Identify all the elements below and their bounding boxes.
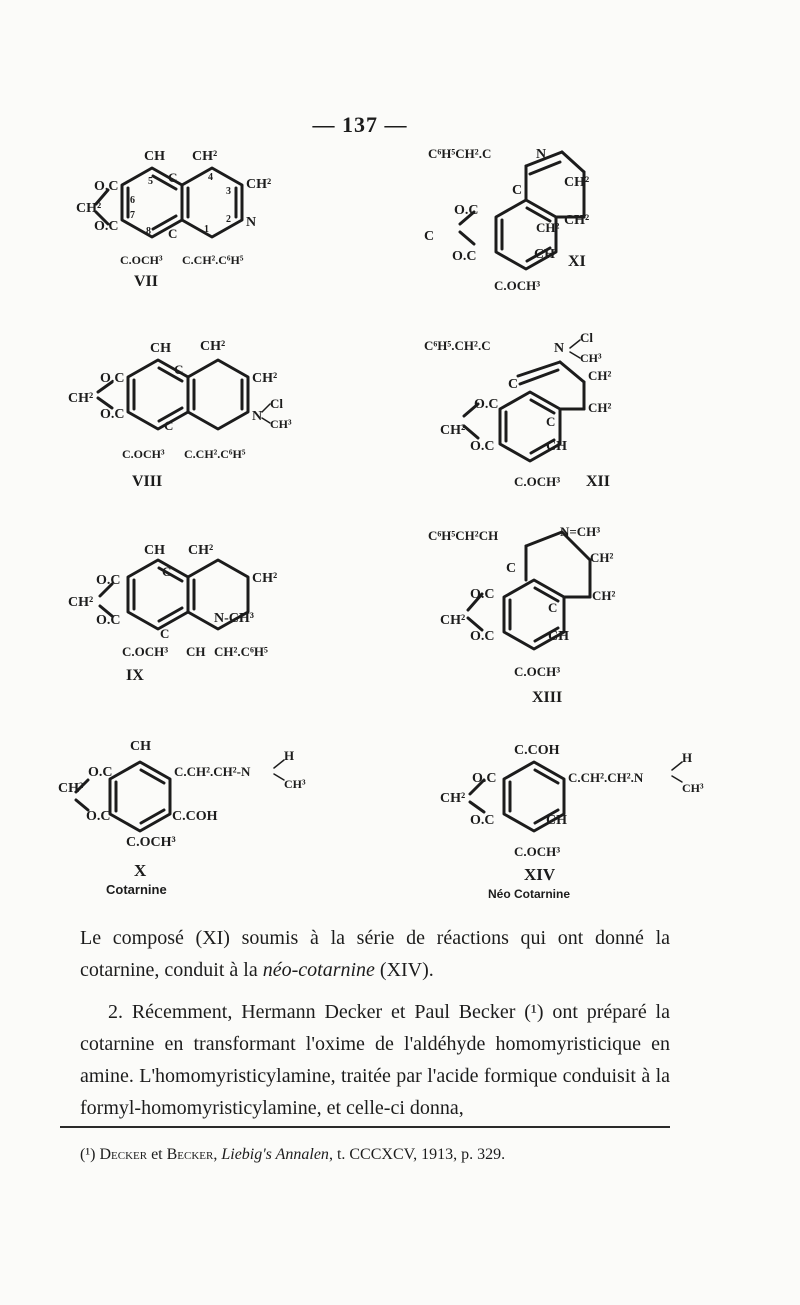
vii-label-c-bottom: C [168, 226, 178, 241]
x-label-oc-bottom: O.C [86, 809, 111, 824]
p1-text-end: (XIV). [374, 959, 434, 981]
xii-label-c-inner: C [546, 414, 556, 429]
vii-num-5: 5 [148, 176, 153, 187]
x-label-coch3: C.OCH³ [126, 835, 176, 850]
x-label-ch2-left: CH² [58, 781, 84, 796]
vii-label-c-top: C [168, 170, 178, 185]
x-label-ccoh: C.COH [172, 809, 218, 824]
structure-xii [424, 330, 612, 490]
xiv-label-ch3: CH³ [682, 781, 704, 795]
xiii-label-oc-bottom: O.C [470, 629, 495, 644]
x-label-ch3: CH³ [284, 777, 306, 791]
xii-numeral: XII [586, 473, 611, 490]
structure-viii [68, 339, 292, 490]
xi-label-substituent: C⁶H⁵CH².C [428, 146, 492, 161]
footnote-mark: (¹) [80, 1146, 96, 1163]
footnote-text-1: et [147, 1146, 167, 1163]
vii-label-ch2-top: CH² [192, 149, 218, 164]
vii-num-6: 6 [130, 195, 135, 206]
xiv-label-sidechain: C.CH².CH².N [568, 770, 644, 785]
xiii-label-ch2-left: CH² [440, 613, 466, 628]
xii-label-c: C [508, 377, 519, 392]
viii-label-c-bottom: C [164, 418, 174, 433]
footnote-author-1: Decker [99, 1146, 148, 1163]
xii-label-oc-bottom: O.C [470, 439, 495, 454]
ix-label-ch2c6h5: CH².C⁶H⁵ [214, 644, 268, 659]
ix-label-ch2-top: CH² [188, 543, 214, 558]
chemical-structures-figure [40, 140, 740, 910]
x-label-sidechain: C.CH².CH²-N [174, 764, 251, 779]
viii-label-ch: CH [150, 341, 171, 356]
vii-num-4: 4 [208, 172, 213, 183]
xi-label-c-inner: CH² [536, 220, 560, 235]
structure-ix [68, 543, 277, 684]
vii-num-1: 1 [204, 224, 209, 235]
vii-num-8: 8 [146, 226, 151, 237]
xi-label-n: N [536, 147, 547, 162]
ix-label-ch2-left: CH² [68, 595, 94, 610]
xi-label-ch2-left: C [424, 229, 435, 244]
viii-label-cl: Cl [270, 396, 283, 411]
xii-label-cl: Cl [580, 330, 593, 345]
paragraph-neo-cotarnine [80, 922, 670, 986]
xiii-label-ch2-a: CH² [590, 550, 614, 565]
vii-label-ch2-right: CH² [246, 177, 272, 192]
vii-label-coch3: C.OCH³ [120, 253, 163, 267]
xiv-numeral: XIV [524, 865, 556, 884]
xiv-label-oc-top: O.C [472, 771, 497, 786]
xiv-label-h: H [682, 750, 693, 765]
vii-num-7: 7 [130, 210, 135, 221]
structure-vii [76, 149, 271, 290]
ix-label-oc-top: O.C [96, 573, 121, 588]
viii-label-ch3: CH³ [270, 417, 292, 431]
xii-label-ch3: CH³ [580, 351, 602, 365]
page-number: — 137 — [312, 112, 408, 137]
xiii-numeral: XIII [532, 689, 563, 706]
xiii-label-coch3: C.OCH³ [514, 664, 561, 679]
footnote-divider [60, 1126, 670, 1128]
xiv-label-oc-bottom: O.C [470, 813, 495, 828]
ix-label-coch3: C.OCH³ [122, 644, 169, 659]
xiv-label-ccoh: C.COH [514, 743, 560, 758]
xii-label-substituent: C⁶H⁵.CH².C [424, 338, 491, 353]
xi-label-ch2-b: CH² [564, 213, 590, 228]
viii-label-ch2-left: CH² [68, 391, 94, 406]
footnote [80, 1146, 680, 1164]
xiv-label-ch: CH [546, 813, 567, 828]
xiii-label-c-inner: C [548, 600, 558, 615]
xii-label-ch: CH [546, 439, 567, 454]
x-numeral: X [134, 861, 147, 880]
footnote-journal: Liebig's Annalen [221, 1146, 329, 1163]
xiii-label-c: C [506, 561, 517, 576]
vii-label-ch: CH [144, 149, 165, 164]
ix-label-oc-bottom: O.C [96, 613, 121, 628]
xiv-label-ch2-left: CH² [440, 791, 466, 806]
xi-label-oc-bottom: O.C [452, 249, 477, 264]
ix-label-nch3: N-CH³ [214, 611, 254, 626]
viii-label-ch2-top: CH² [200, 339, 226, 354]
xii-label-coch3: C.OCH³ [514, 474, 561, 489]
structure-x [58, 739, 306, 897]
footnote-author-2: Becker [166, 1146, 214, 1163]
p2-text-end: ) ont préparé la cotarnine en transformant l'oxime de l'aldéhyde homomyristicique en amine. L'homomyristicylamine, traitée par l'acide formique conduisit à la formyl-homomyristicylamine, et celle-ci donna, [80, 1001, 670, 1119]
vii-label-n: N [246, 215, 257, 230]
viii-label-oc-bottom: O.C [100, 407, 125, 422]
ix-label-c-bottom: C [160, 626, 170, 641]
xii-label-oc-top: O.C [474, 397, 499, 412]
viii-label-n: N [252, 409, 263, 424]
viii-label-oc-top: O.C [100, 371, 125, 386]
x-label-ch: CH [130, 739, 151, 754]
ix-label-c-top: C [162, 564, 172, 579]
vii-label-ch2-left: CH² [76, 201, 102, 216]
ix-label-ch: CH [186, 644, 206, 659]
vii-label-oc-bottom: O.C [94, 219, 119, 234]
structure-xiii [428, 524, 616, 706]
xi-label-ch2-a: CH² [564, 175, 590, 190]
ix-label-ch: CH [144, 543, 165, 558]
viii-label-ch2-right: CH² [252, 371, 278, 386]
viii-numeral: VIII [132, 473, 163, 490]
xii-label-ch2-a: CH² [588, 368, 612, 383]
x-caption: Cotarnine [106, 882, 167, 897]
structure-xiv [440, 743, 704, 901]
p1-text-start: Le composé (XI) soumis à la série de réactions qui ont donné la cotarnine, conduit à la [80, 927, 670, 981]
xii-label-n: N [554, 341, 565, 356]
vii-label-cch2c6h5: C.CH².C⁶H⁵ [182, 253, 244, 267]
vii-num-2: 2 [226, 214, 231, 225]
x-label-h: H [284, 748, 295, 763]
structure-xi [424, 146, 589, 293]
xiv-caption: Néo Cotarnine [488, 887, 571, 901]
xiv-label-coch3: C.OCH³ [514, 844, 561, 859]
xi-label-coch3: C.OCH³ [494, 278, 541, 293]
vii-num-3: 3 [226, 186, 231, 197]
xiii-label-nch3: N=CH³ [560, 524, 601, 539]
p2-text-start: 2. Récemment, Hermann Decker et Paul Becker ( [108, 1001, 531, 1023]
viii-label-coch3: C.OCH³ [122, 447, 165, 461]
x-label-oc-top: O.C [88, 765, 113, 780]
xiii-label-ch: CH [548, 629, 569, 644]
xi-numeral: XI [568, 253, 586, 270]
xi-label-c: C [512, 183, 523, 198]
vii-numeral: VII [134, 273, 159, 290]
xii-label-ch2-b: CH² [588, 400, 612, 415]
xiii-label-ch2-b: CH² [592, 588, 616, 603]
footnote-text-3: , t. CCCXCV, 1913, p. 329. [328, 1146, 506, 1163]
ix-label-ch2-right: CH² [252, 571, 278, 586]
xiii-label-substituent: C⁶H⁵CH²CH [428, 528, 499, 543]
viii-label-cch2c6h5: C.CH².C⁶H⁵ [184, 447, 246, 461]
xi-label-ch: CH [534, 247, 555, 262]
paragraph-decker-becker [80, 996, 670, 1124]
footnote-text-2: , [213, 1146, 222, 1163]
xii-label-ch2-left: CH² [440, 423, 466, 438]
structures-svg [40, 140, 740, 910]
viii-label-c-top: C [174, 362, 184, 377]
p1-emphasis: néo-cotarnine [262, 959, 375, 981]
ix-numeral: IX [126, 667, 144, 684]
p2-footnote-ref: ¹ [530, 1001, 537, 1023]
vii-label-oc-top: O.C [94, 179, 119, 194]
xiii-label-oc-top: O.C [470, 587, 495, 602]
xi-label-oc-top: O.C [454, 203, 479, 218]
